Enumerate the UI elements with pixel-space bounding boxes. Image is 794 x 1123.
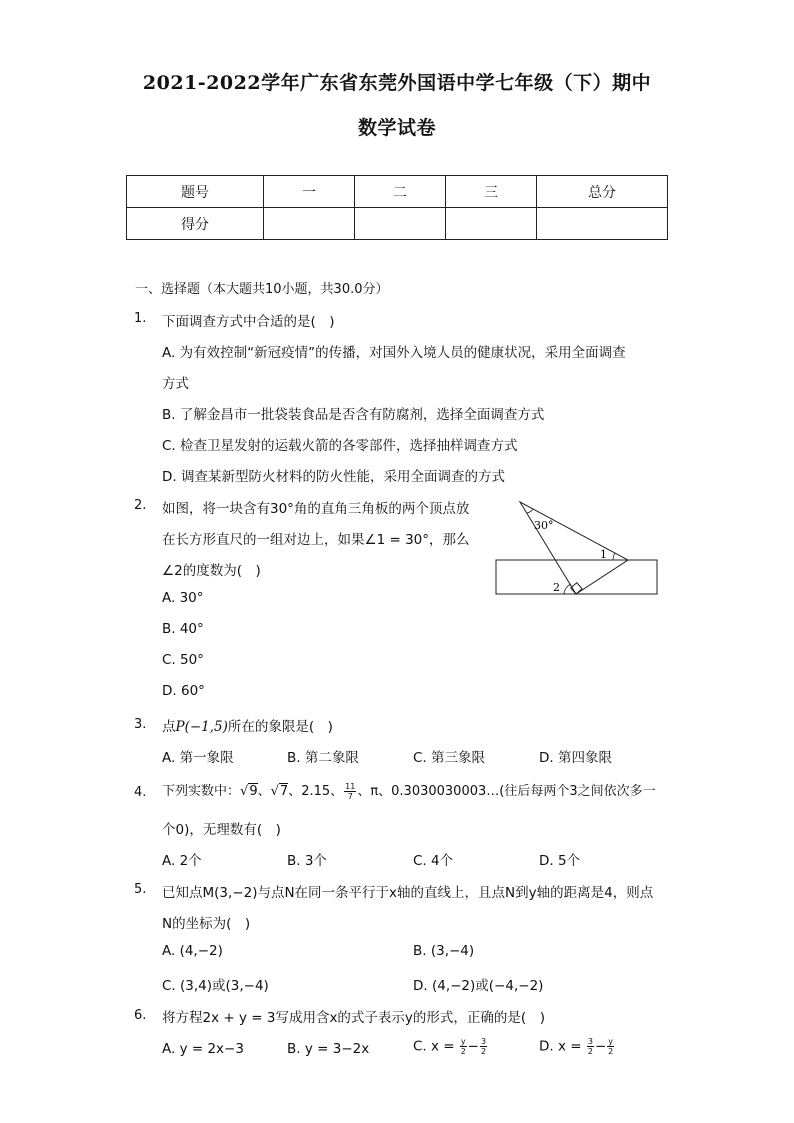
option-a[interactable]: A. 第一象限 [162, 750, 234, 766]
score-cell-empty[interactable] [355, 208, 446, 240]
option-a[interactable]: A. 30° [162, 590, 204, 606]
option-c[interactable]: C. 50° [162, 652, 204, 668]
option-c[interactable]: C. 第三象限 [413, 750, 486, 766]
question-number: 4. [134, 785, 147, 800]
option-prefix: D. x = [539, 1038, 582, 1055]
stem-text: 下列实数中： [162, 784, 241, 799]
question-stem: 下面调查方式中合适的是( ) [162, 314, 335, 330]
score-cell: 总分 [537, 176, 668, 208]
angle-arc-30 [527, 509, 533, 513]
ruler-rect [496, 560, 657, 594]
option-d[interactable]: D. (4,−2)或(−4,−2) [413, 978, 544, 994]
question-stem: N的坐标为( ) [162, 916, 251, 932]
question-number: 5. [134, 882, 147, 897]
paper-title-line1: 2021-2022学年广东省东莞外国语中学七年级（下）期中 [142, 72, 652, 94]
question-number: 2. [134, 498, 147, 513]
option-d[interactable] [539, 1037, 615, 1056]
separator: 、 [257, 784, 271, 799]
point-coordinate: P(−1,5) [175, 719, 228, 735]
numerator: 3 [587, 1037, 593, 1046]
score-cell-empty[interactable] [537, 208, 668, 240]
denominator: 2 [587, 1047, 593, 1056]
option-d[interactable]: D. 60° [162, 683, 205, 699]
score-table-header-row [127, 176, 668, 208]
question-stem: 个0)，无理数有( ) [162, 822, 281, 838]
option-d[interactable]: D. 5个 [539, 853, 581, 869]
option-b[interactable]: B. 了解金昌市一批袋装食品是否含有防腐剂，选择全面调查方式 [162, 407, 545, 423]
question-stem: 在长方形直尺的一组对边上，如果∠1 = 30°，那么 [162, 532, 470, 548]
score-table-score-row [127, 208, 668, 240]
option-a[interactable]: A. y = 2x−3 [162, 1041, 244, 1057]
question-number: 3. [134, 717, 147, 732]
question-stem: 已知点M(3,−2)与点N在同一条平行于x轴的直线上，且点N到y轴的距离是4，则点 [162, 885, 654, 901]
sqrt-radicand: 7 [279, 784, 289, 799]
stem-text: 点 [162, 719, 176, 735]
section-heading: 一、选择题（本大题共10小题，共30.0分） [135, 282, 389, 297]
option-a-continued: 方式 [162, 376, 189, 392]
denominator: 7 [347, 792, 353, 801]
score-cell: 得分 [127, 208, 264, 240]
score-cell-empty[interactable] [264, 208, 355, 240]
stem-text: 、π、0.3030030003…(往后每两个3之间依次多一 [357, 784, 656, 799]
score-cell: 题号 [127, 176, 264, 208]
score-cell: 三 [446, 176, 537, 208]
option-b[interactable]: B. (3,−4) [413, 943, 475, 959]
fraction [480, 1037, 487, 1056]
question-stem: ∠2的度数为( ) [162, 563, 261, 579]
question-stem [162, 715, 333, 735]
option-b[interactable]: B. 40° [162, 621, 204, 637]
fraction [587, 1037, 594, 1056]
numerator: 11 [345, 782, 356, 791]
fraction [460, 1037, 467, 1056]
stem-text: 、2.15、 [288, 784, 344, 799]
question-stem: 如图，将一块含有30°角的直角三角板的两个顶点放 [162, 501, 470, 517]
triangle [520, 502, 628, 594]
operator: − [467, 1038, 479, 1055]
option-b[interactable]: B. 3个 [287, 853, 327, 869]
fig-label-2: 2 [553, 581, 560, 594]
numerator: y [608, 1037, 614, 1046]
triangle-ruler-figure [494, 497, 662, 597]
fig-label-1: 1 [600, 548, 607, 561]
angle-arc-1 [613, 553, 615, 560]
score-cell: 二 [355, 176, 446, 208]
option-b[interactable]: B. 第二象限 [287, 750, 359, 766]
option-c[interactable]: C. 4个 [413, 853, 454, 869]
question-number: 1. [134, 311, 147, 326]
option-d[interactable]: D. 调查某新型防火材料的防火性能，采用全面调查的方式 [162, 469, 505, 485]
fraction [344, 782, 356, 801]
sqrt-radicand: 9 [249, 784, 258, 799]
score-cell-empty[interactable] [446, 208, 537, 240]
option-a[interactable]: A. (4,−2) [162, 943, 223, 959]
option-c[interactable]: C. (3,4)或(3,−4) [162, 978, 269, 994]
option-b[interactable]: B. y = 3−2x [287, 1041, 370, 1057]
denominator: 2 [608, 1047, 614, 1056]
numerator: y [460, 1037, 466, 1046]
option-d[interactable]: D. 第四象限 [539, 750, 612, 766]
option-a[interactable]: A. 2个 [162, 853, 202, 869]
fraction [607, 1037, 614, 1056]
score-table [126, 175, 668, 240]
angle-arc-2 [564, 584, 571, 594]
denominator: 2 [480, 1047, 487, 1056]
denominator: 2 [460, 1047, 466, 1056]
score-cell: 一 [264, 176, 355, 208]
numerator: 3 [480, 1037, 487, 1046]
paper-title-line2: 数学试卷 [357, 117, 436, 139]
question-number: 6. [134, 1008, 147, 1023]
option-c[interactable]: C. 检查卫星发射的运载火箭的各零部件，选择抽样调查方式 [162, 438, 518, 454]
question-stem: 将方程2x + y = 3写成用含x的式子表示y的形式，正确的是( ) [162, 1010, 545, 1026]
operator: − [594, 1038, 607, 1055]
stem-text: 所在的象限是( ) [227, 719, 333, 735]
option-a[interactable]: A. 为有效控制“新冠疫情”的传播，对国外入境人员的健康状况，采用全面调查 [162, 345, 626, 361]
question-stem: 下列实数中：√9、√7、2.15、 $\frac{11}{7}$ 、π、0.3030030003…(往后每两个3之间依次多一 [162, 782, 656, 801]
fig-angle-label: 30° [534, 519, 554, 532]
option-c[interactable] [413, 1037, 488, 1056]
option-prefix: C. x = [413, 1038, 455, 1055]
